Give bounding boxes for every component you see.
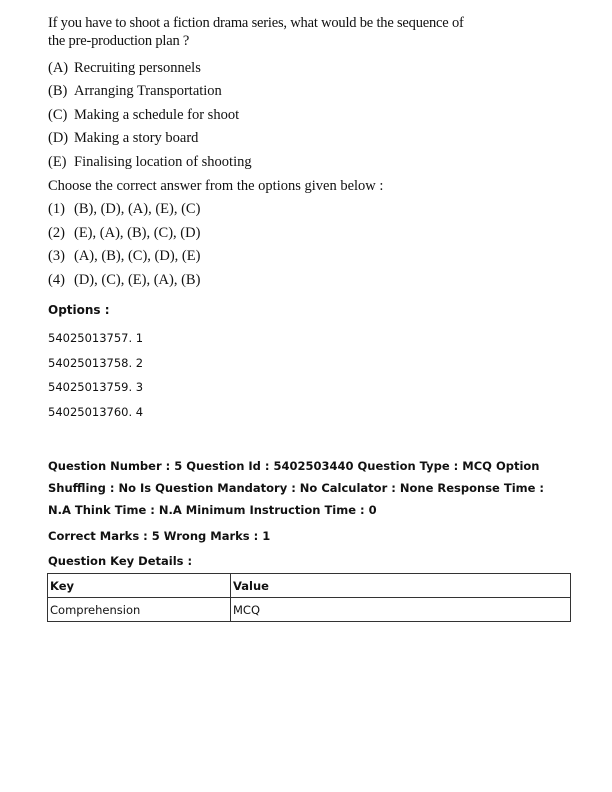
answer-choice [48, 245, 468, 269]
item-text: Making a story board [74, 130, 199, 147]
option-row: 54025013758. 2 [48, 356, 144, 370]
key-details-title: Question Key Details : [48, 554, 193, 568]
choice-text: (B), (D), (A), (E), (C) [74, 201, 201, 218]
question-item [48, 56, 468, 80]
item-text: Recruiting personnels [74, 59, 201, 76]
answer-choice [48, 221, 468, 245]
instruction-text: Choose the correct answer from the options given below : [48, 177, 384, 194]
item-label: (D) [48, 130, 69, 147]
table-row [48, 598, 571, 622]
choice-text: (E), (A), (B), (C), (D) [74, 224, 201, 241]
option-row: 54025013759. 3 [48, 380, 144, 394]
cell-key: Comprehension [48, 598, 231, 622]
answer-choice [48, 198, 468, 222]
choice-label: (1) [48, 201, 65, 218]
table-header-row [48, 574, 571, 598]
question-item [48, 80, 468, 104]
item-label: (C) [48, 106, 68, 123]
choice-label: (3) [48, 248, 65, 265]
question-item [48, 127, 468, 151]
choice-text: (A), (B), (C), (D), (E) [74, 248, 201, 265]
question-block [48, 14, 468, 292]
question-items-list [48, 56, 468, 174]
choice-label: (2) [48, 224, 65, 241]
question-item [48, 150, 468, 174]
choice-label: (4) [48, 271, 65, 288]
option-row: 54025013757. 1 [48, 331, 144, 345]
question-meta-line: Question Number : 5 Question Id : 5402503440 Question Type : MCQ Option Shuffling : No Is Question Mandatory : No Calculator : None Response Time : N.A Think Time : N.A Minimum Instruction Time : 0 [48, 459, 545, 517]
item-label: (A) [48, 59, 69, 76]
answer-choices-list [48, 198, 468, 292]
marks-line: Correct Marks : 5 Wrong Marks : 1 [48, 529, 271, 543]
options-title: Options : [48, 303, 110, 317]
cell-value: MCQ [231, 598, 571, 622]
header-value: Value [231, 574, 571, 598]
question-meta [48, 455, 568, 572]
option-row: 54025013760. 4 [48, 405, 144, 419]
answer-choice [48, 268, 468, 292]
key-details-table [47, 573, 571, 622]
item-text: Finalising location of shooting [74, 153, 252, 170]
header-key: Key [48, 574, 231, 598]
choice-text: (D), (C), (E), (A), (B) [74, 271, 201, 288]
item-text: Arranging Transportation [74, 83, 222, 100]
question-item [48, 103, 468, 127]
item-label: (B) [48, 83, 68, 100]
question-text: If you have to shoot a fiction drama series, what would be the sequence of the pre-production plan ? [48, 15, 464, 50]
item-text: Making a schedule for shoot [74, 106, 240, 123]
item-label: (E) [48, 153, 67, 170]
